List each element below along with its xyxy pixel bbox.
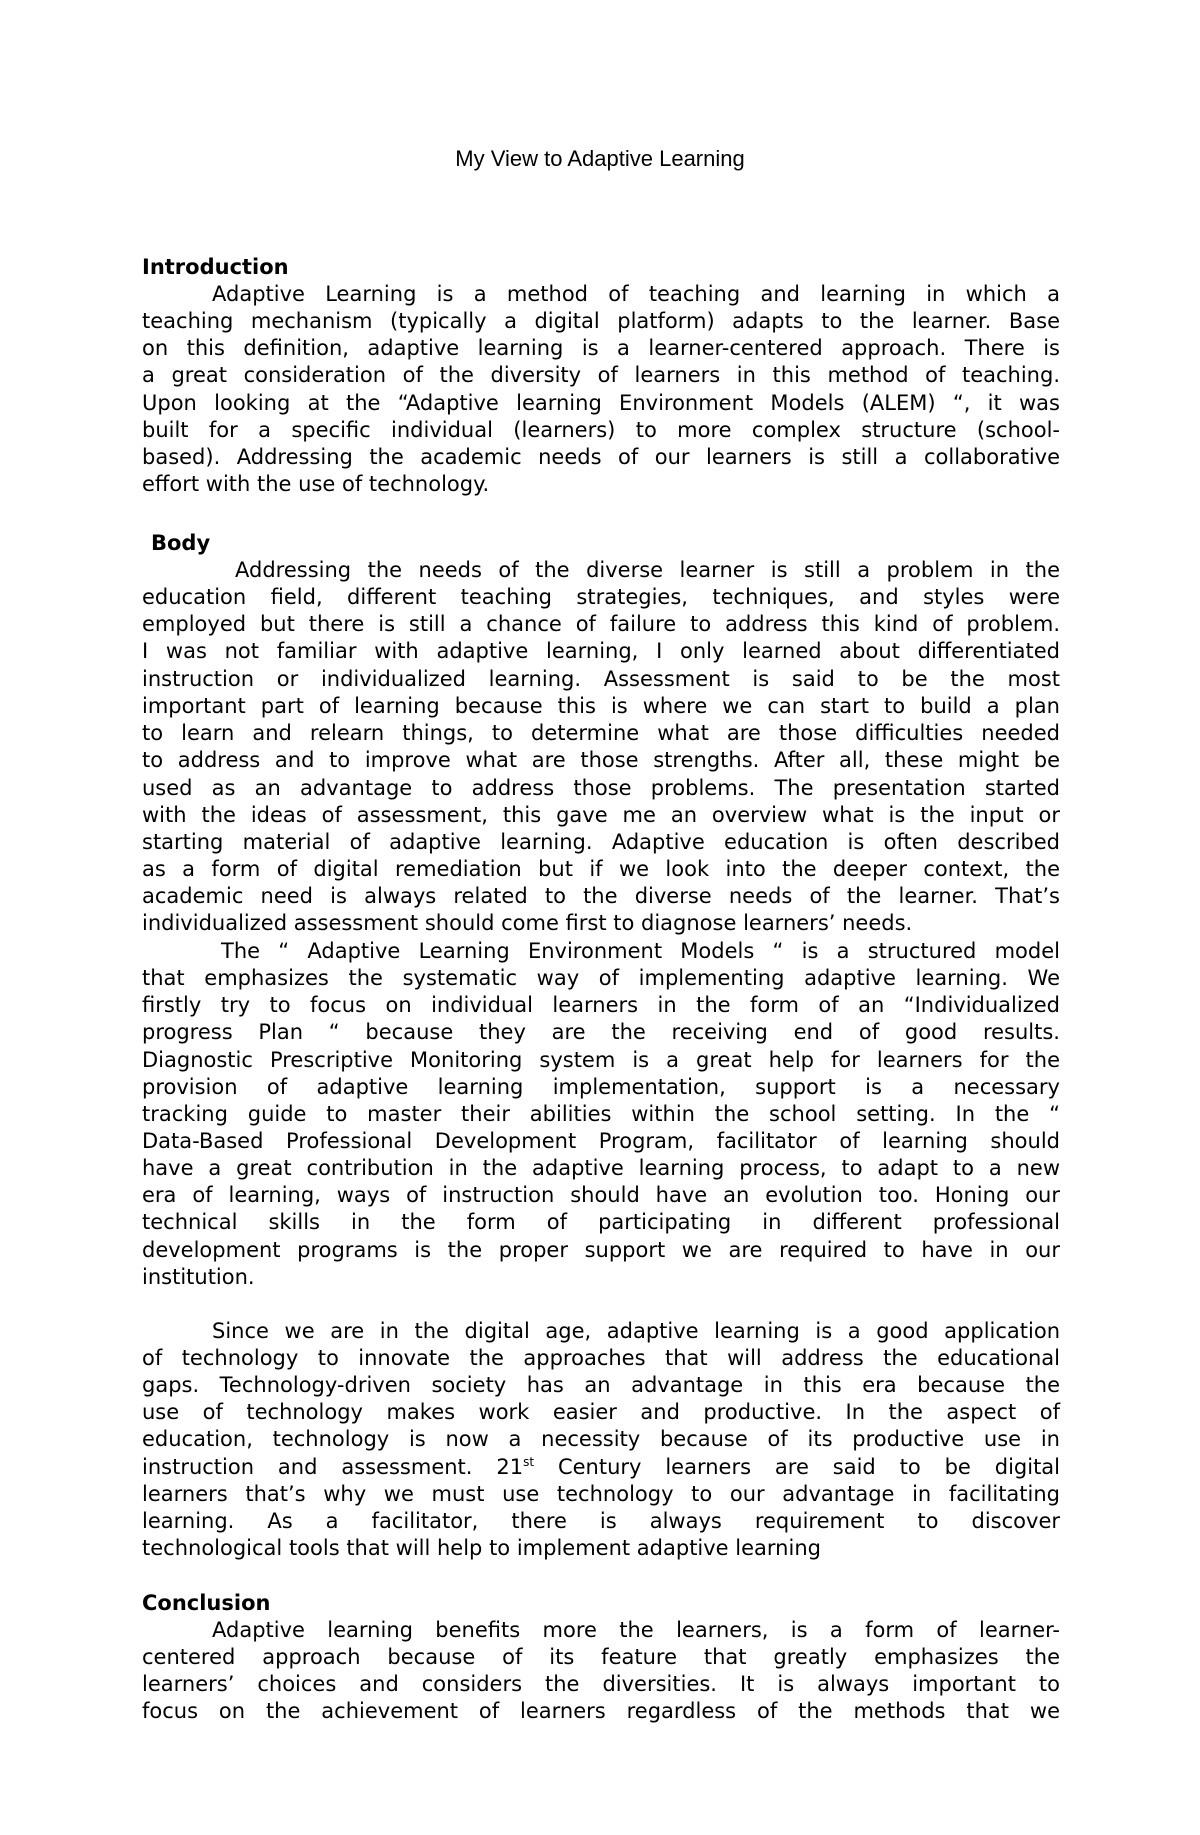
body-line: progress Plan “ because they are the receiving end of good results.: [142, 1020, 1060, 1044]
body-line: starting material of adaptive learning. Adaptive education is often described: [142, 830, 1060, 854]
body-line: with the ideas of assessment, this gave me an overview what is the input or: [142, 803, 1060, 827]
body-line: education, technology is now a necessity because of its productive use in: [142, 1427, 1060, 1451]
body-line: employed but there is still a chance of failure to address this kind of problem.: [142, 612, 1060, 636]
body-line: gaps. Technology-driven society has an advantage in this era because the: [142, 1373, 1060, 1397]
intro-line: based). Addressing the academic needs of our learners is still a collaborative: [142, 445, 1060, 469]
body-line: important part of learning because this is where we can start to build a plan: [142, 694, 1060, 718]
body-line: learners that’s why we must use technology to our advantage in facilitating: [142, 1482, 1060, 1506]
body-line: I was not familiar with adaptive learning, I only learned about differentiated: [142, 639, 1060, 663]
body-line: use of technology makes work easier and productive. In the aspect of: [142, 1400, 1060, 1424]
body-line: used as an advantage to address those problems. The presentation started: [142, 776, 1060, 800]
body-line: institution.: [142, 1265, 255, 1289]
body-heading: Body: [151, 531, 211, 555]
ordinal-superscript: st: [523, 1455, 535, 1469]
conclusion-line: focus on the achievement of learners regardless of the methods that we: [142, 1699, 1060, 1723]
body-line: learning. As a facilitator, there is always requirement to discover: [142, 1509, 1060, 1533]
intro-line: effort with the use of technology.: [142, 472, 490, 496]
intro-line: built for a specific individual (learners) to more complex structure (school-: [142, 418, 1060, 442]
body-line: education field, different teaching strategies, techniques, and styles were: [142, 585, 1060, 609]
body-line: to learn and relearn things, to determine what are those difficulties needed: [142, 721, 1060, 745]
intro-line: teaching mechanism (typically a digital platform) adapts to the learner. Base: [142, 309, 1060, 333]
conclusion-line: Adaptive learning benefits more the learners, is a form of learner-: [212, 1618, 1060, 1642]
intro-line: Adaptive Learning is a method of teaching and learning in which a: [212, 282, 1060, 306]
body-line: have a great contribution in the adaptive learning process, to adapt to a new: [142, 1156, 1060, 1180]
intro-line: on this definition, adaptive learning is a learner-centered approach. There is: [142, 336, 1060, 360]
body-line: individualized assessment should come first to diagnose learners’ needs.: [142, 911, 913, 935]
body-line: to address and to improve what are those strengths. After all, these might be: [142, 748, 1060, 772]
body-line: The “ Adaptive Learning Environment Models “ is a structured model: [221, 939, 1060, 963]
body-line: as a form of digital remediation but if we look into the deeper context, the: [142, 857, 1060, 881]
conclusion-heading: Conclusion: [142, 1591, 271, 1615]
century-text-after: Century learners are said to be digital: [534, 1455, 1061, 1479]
document-title: My View to Adaptive Learning: [455, 146, 745, 171]
body-line: tracking guide to master their abilities within the school setting. In the “: [142, 1102, 1060, 1126]
body-line: Data-Based Professional Development Program, facilitator of learning should: [142, 1129, 1060, 1153]
body-line: firstly try to focus on individual learners in the form of an “Individualized: [142, 993, 1060, 1017]
body-line: provision of adaptive learning implementation, support is a necessary: [142, 1075, 1060, 1099]
body-line: era of learning, ways of instruction should have an evolution too. Honing our: [142, 1183, 1060, 1207]
body-line: academic need is always related to the diverse needs of the learner. That’s: [142, 884, 1060, 908]
body-line: that emphasizes the systematic way of implementing adaptive learning. We: [142, 966, 1060, 990]
body-line: development programs is the proper support we are required to have in our: [142, 1238, 1060, 1262]
intro-line: a great consideration of the diversity of learners in this method of teaching.: [142, 363, 1060, 387]
century-text-before: instruction and assessment. 21: [142, 1455, 524, 1479]
body-line: Addressing the needs of the diverse learner is still a problem in the: [235, 558, 1060, 582]
conclusion-line: centered approach because of its feature that greatly emphasizes the: [142, 1645, 1060, 1669]
body-line: instruction or individualized learning. Assessment is said to be the most: [142, 667, 1060, 691]
conclusion-line: learners’ choices and considers the diversities. It is always important to: [142, 1672, 1060, 1696]
body-line: Since we are in the digital age, adaptive learning is a good application: [212, 1319, 1060, 1343]
body-line: Diagnostic Prescriptive Monitoring system is a great help for learners for the: [142, 1048, 1060, 1072]
intro-line: Upon looking at the “Adaptive learning Environment Models (ALEM) “, it was: [142, 391, 1060, 415]
body-line: technical skills in the form of participating in different professional: [142, 1210, 1060, 1234]
body-line: technological tools that will help to implement adaptive learning: [142, 1536, 821, 1560]
introduction-heading: Introduction: [142, 255, 289, 279]
body-line-century: [142, 1454, 1060, 1481]
body-line: of technology to innovate the approaches that will address the educational: [142, 1346, 1060, 1370]
